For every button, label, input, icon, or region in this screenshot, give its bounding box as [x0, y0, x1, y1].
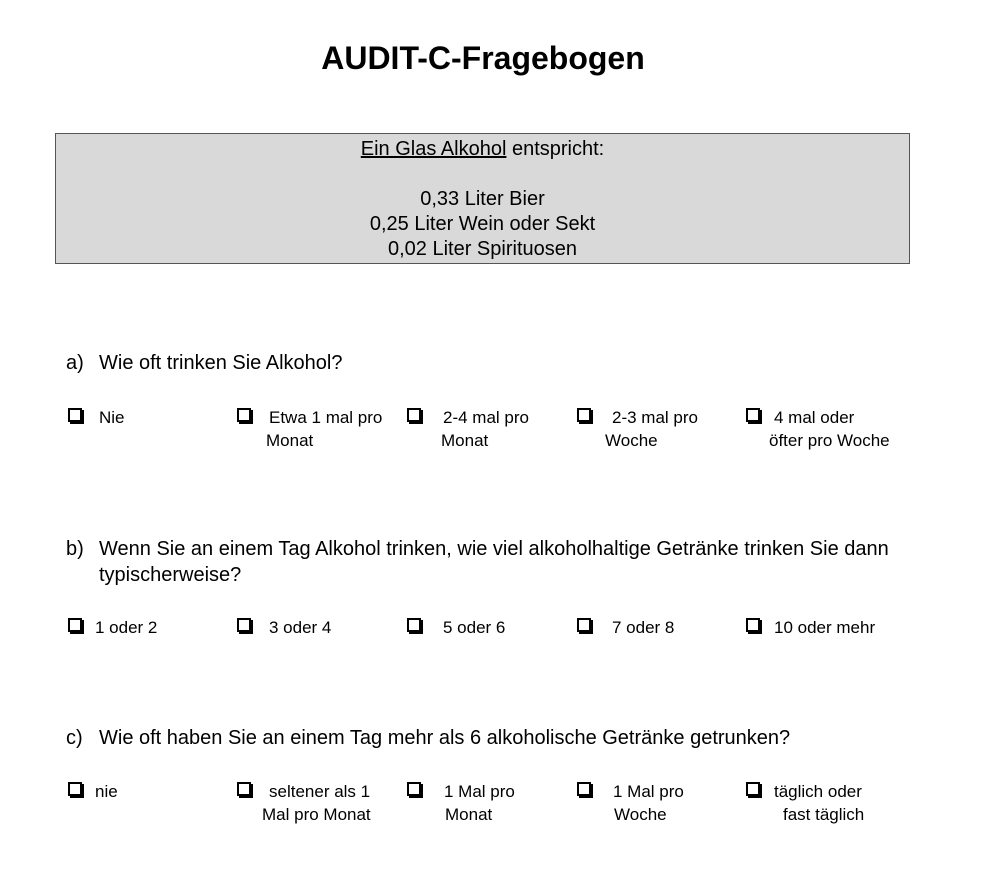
info-line-wine: 0,25 Liter Wein oder Sekt — [369, 213, 596, 235]
option-b-4[interactable]: 7 oder 8 — [577, 616, 674, 639]
option-b-5[interactable]: 10 oder mehr — [746, 616, 875, 639]
checkbox[interactable] — [577, 782, 591, 796]
question-text: Wenn Sie an einem Tag Alkohol trinken, wie viel alkoholhaltige Getränke trinken Sie dann typischerweise? — [99, 538, 889, 586]
question-b — [66, 536, 946, 588]
option-c-3[interactable]: 1 Mal pro Monat — [407, 780, 515, 826]
checkbox[interactable] — [746, 618, 760, 632]
checkbox[interactable] — [237, 618, 251, 632]
question-a — [66, 350, 946, 376]
info-line-spirits: 0,02 Liter Spirituosen — [387, 238, 577, 260]
checkbox[interactable] — [237, 782, 251, 796]
option-a-2[interactable]: Etwa 1 mal pro Monat — [237, 406, 382, 452]
question-text: Wie oft haben Sie an einem Tag mehr als 6 alkoholische Getränke getrunken? — [99, 727, 791, 749]
question-c — [66, 725, 946, 751]
page-title: AUDIT-C-Fragebogen — [321, 40, 645, 76]
option-b-1[interactable]: 1 oder 2 — [68, 616, 157, 639]
info-heading — [56, 137, 909, 162]
checkbox[interactable] — [68, 782, 82, 796]
option-a-3[interactable]: 2-4 mal pro Monat — [407, 406, 529, 452]
checkbox[interactable] — [68, 408, 82, 422]
info-heading-rest: entspricht: — [506, 138, 605, 160]
checkbox[interactable] — [407, 618, 421, 632]
checkbox[interactable] — [68, 618, 82, 632]
checkbox[interactable] — [577, 408, 591, 422]
option-c-2[interactable]: seltener als 1 Mal pro Monat — [237, 780, 371, 826]
question-letter: a) — [66, 352, 84, 374]
option-a-1[interactable]: Nie — [68, 406, 125, 429]
checkbox[interactable] — [407, 782, 421, 796]
question-letter: c) — [66, 727, 83, 749]
question-text: Wie oft trinken Sie Alkohol? — [99, 352, 343, 374]
info-box — [55, 133, 910, 264]
checkbox[interactable] — [577, 618, 591, 632]
question-letter: b) — [66, 538, 84, 560]
option-c-5[interactable]: täglich oder fast täglich — [746, 780, 864, 826]
option-c-1[interactable]: nie — [68, 780, 118, 803]
info-heading-underlined: Ein Glas Alkohol — [360, 138, 507, 160]
option-a-5[interactable]: 4 mal oder öfter pro Woche — [746, 406, 890, 452]
option-a-4[interactable]: 2-3 mal pro Woche — [577, 406, 698, 452]
option-c-4[interactable]: 1 Mal pro Woche — [577, 780, 684, 826]
option-b-3[interactable]: 5 oder 6 — [407, 616, 505, 639]
option-b-2[interactable]: 3 oder 4 — [237, 616, 331, 639]
checkbox[interactable] — [237, 408, 251, 422]
checkbox[interactable] — [407, 408, 421, 422]
checkbox[interactable] — [746, 408, 760, 422]
info-line-beer: 0,33 Liter Bier — [420, 188, 545, 210]
checkbox[interactable] — [746, 782, 760, 796]
